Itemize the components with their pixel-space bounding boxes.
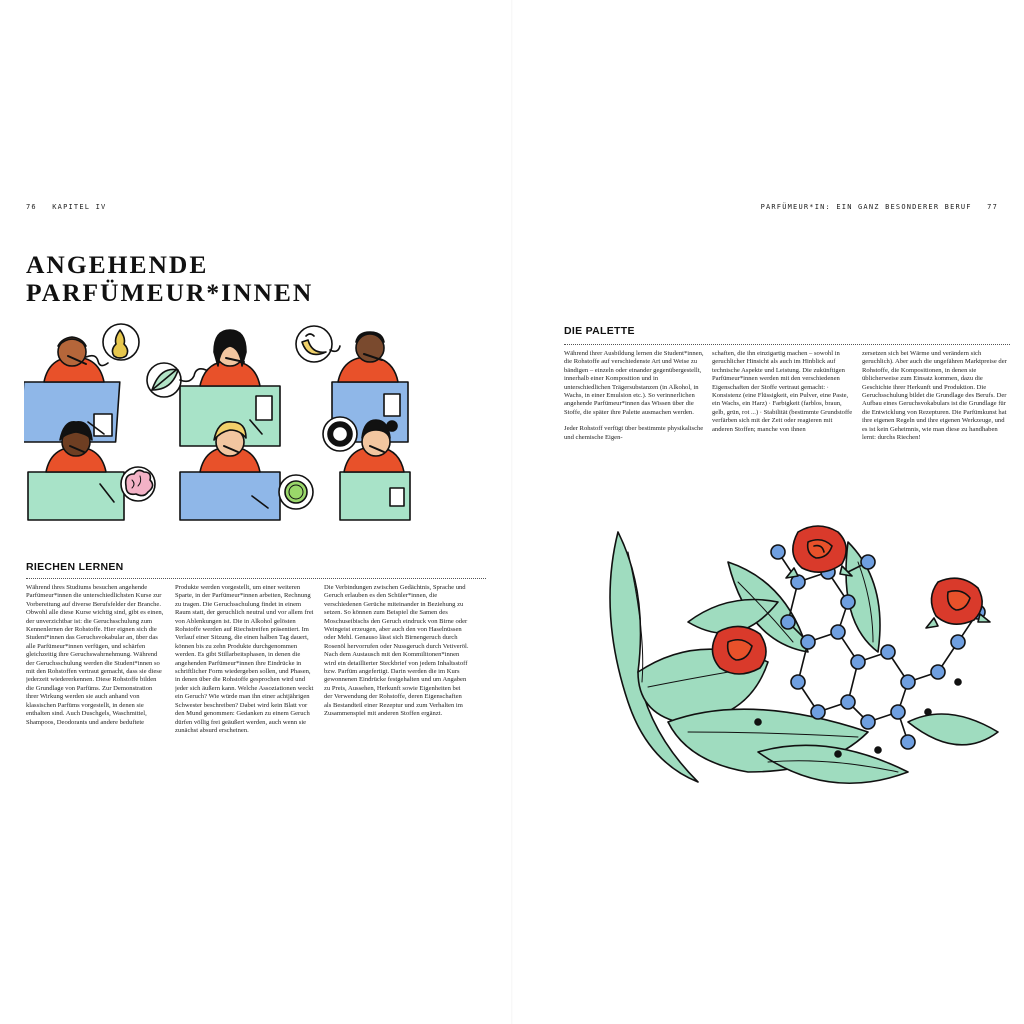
page-number-right: 77	[987, 203, 998, 211]
palette-col-2-body: schaften, die ihn einzigartig machen – sowohl in geruchlicher Hinsicht als auch im Hinblick auf technische Aspekte und Leistung. Die zukünftigen Parfümeur*innen werden mit den verschiedenen Eigenschaften der Stoffe vertraut gemacht: · Konsistenz (eine Flüssigkeit, ein Pulver, eine Paste, ein Wachs, ein Harz) · Farbigkeit (farblos, braun, gelb, grün, rot ...) · Stabilität (bestimmte Grundstoffe verfärben sich mit der Zeit oder reagieren mit anderen Stoffen; manche von ihnen	[712, 350, 853, 433]
students-illustration	[24, 322, 414, 522]
section-rule-right	[564, 344, 1010, 345]
palette-col-1-p1: Während ihrer Ausbildung lernen die Student*innen, die Rohstoffe auf verschiedenste Art und Weise zu bändigen – einzeln oder einander gegenübergestellt, innerhalb einer Komposition und in unterschiedlichen Trägersubstanzen (in Alkohol, in Wachs, in einer Emulsion etc.). So verinnerlichen angehende Parfümeur*innen das Wissen über die Stoffe, die später ihre Palette ausmachen werden.	[564, 350, 704, 416]
palette-col-1-p2: Jeder Rohstoff verfügt über bestimmte physikalische und chemische Eigen-	[564, 425, 704, 441]
section-title-palette: DIE PALETTE	[564, 325, 635, 337]
running-head-left	[26, 203, 106, 211]
text-col-2	[175, 584, 315, 814]
text-col-3	[324, 584, 470, 814]
text-col-2-body: Produkte werden vorgestellt, um einer weiteren Sparte, in der Parfümeur*innen arbeiten, Rechnung zu tragen. Die Geruchsschulung findet in einem Raum statt, der geruchlich neutral und vor allem frei von Ablenkungen ist. Die in Alkohol gelösten Rohstoffe werden auf Riechstreifen präsentiert. Im Verlauf einer Sitzung, die einen halben Tag dauert, können bis zu zehn Produkte durchgenommen werden. Es gibt Stillarbeitsphasen, in denen die angehenden Parfümeur*innen ihre Eindrücke in schriftlicher Form wiedergeben sollen, und Phasen, in denen über die Rohstoffe gesprochen wird und jeder sich äußern kann. Welche Assoziationen weckt ein Geruch? Wie würde man ihn einer achtjährigen Schwester beschreiben? Dabei wird kein Blatt vor den Mund genommen: Gedanken zu einem Geruch dürfen völlig frei geäußert werden, auch wenn sie zunächst absurd erscheinen.	[175, 584, 314, 734]
running-head-right	[761, 203, 998, 211]
text-col-1	[26, 584, 166, 814]
chapter-label: KAPITEL IV	[52, 203, 107, 211]
palette-col-3-body: zersetzen sich bei Wärme und verändern sich geruchlich). Aber auch die ungefähren Marktpreise der Rohstoffe, die Kompositionen, in denen sie üblicherweise zum Einsatz kommen, dazu die Geschichte ihrer Herkunft und Produktion. Die Geruchsschulung bildet die Grundlage des Berufs. Der Aufbau eines Geruchsvokabulars ist die Grundlage für die Entwicklung von Rezepturen. Die Parfümkunst hat ihre eigenen Regeln und ihre eigenen Werkzeuge, und es ist kein Geheimnis, wie man diese zu handhaben lernt: durchs Riechen!	[862, 350, 1007, 442]
text-col-3-body: Die Verbindungen zwischen Gedächtnis, Sprache und Geruch erlauben es den Schüler*innen, die verschiedenen Gerüche miteinander in Beziehung zu setzen. So können zum Beispiel die Samen des Moschuseibischs den Geruch eindruck von Birne oder Weingeist erzeugen, aber auch den von Haselnüssen oder Mehl. Genauso lässt sich Birnengeruch durch Rosenöl hervorrufen oder Nussgeruch durch Vetiveröl. Nach dem Austausch mit den Kommilitonen*innen wird ein detaillierter Steckbrief von jedem Inhaltsstoff bzw. Parfüm angefertigt. Darin werden die im Kurs gewonnenen Eindrücke festgehalten und um Angaben zu Preis, Aussehen, Herkunft sowie Eigenheiten bei der Verwendung der Rohstoffe, deren Eigenschaften als Bestandteil einer Rezeptur und zum Verhalten im Zusammenspiel mit anderen Stoffen ergänzt.	[324, 584, 469, 718]
palette-col-2	[712, 350, 854, 500]
section-title-riechen: RIECHEN LERNEN	[26, 561, 124, 573]
chapter-title-line2: PARFÜMEUR*INNEN	[26, 278, 314, 307]
palette-illustration	[608, 522, 1008, 812]
page-number-left: 76	[26, 203, 37, 211]
chapter-title	[26, 251, 386, 307]
rose-2	[931, 578, 982, 624]
right-page	[512, 0, 1024, 1024]
section-rule-left	[26, 578, 486, 579]
palette-col-1	[564, 350, 706, 500]
running-head-title: PARFÜMEUR*IN: EIN GANZ BESONDERER BERUF	[760, 203, 972, 211]
text-col-1-body: Während ihres Studiums besuchen angehende Parfümeur*innen die unterschiedlichsten Kurse zur Vorbereitung auf diverse Berufsfelder der Branche. Obwohl alle diese Kurse wichtig sind, gibt es einen, der unverzichtbar ist: die Geruchsschulung zum Kennenlernen der Rohstoffe. Hier eignen sich die Student*innen das Geruchsvokabular an, über das alle Parfümeur*innen verfügen, und schärfen gleichzeitig ihre Geruchswahrnehmung. Während der Geruchsschulung werden die Student*innen so mit den Rohstoffen vertraut gemacht, dass sie diese jederzeit wiedererkennen. Diese Rohstoffe bilden die Grundlage von Parfüms. Zur Demonstration ihrer Wirkung werden sie auch anhand von klassischen Parfüms vorgestellt, in denen sie enthalten sind. Auch Duschgels, Waschmittel, Shampoos, Deodorants und andere beduftete	[26, 584, 164, 726]
rose-1	[793, 526, 846, 572]
rose-3	[712, 626, 766, 674]
chapter-title-line1: ANGEHENDE	[26, 250, 209, 279]
palette-col-3	[862, 350, 1010, 500]
